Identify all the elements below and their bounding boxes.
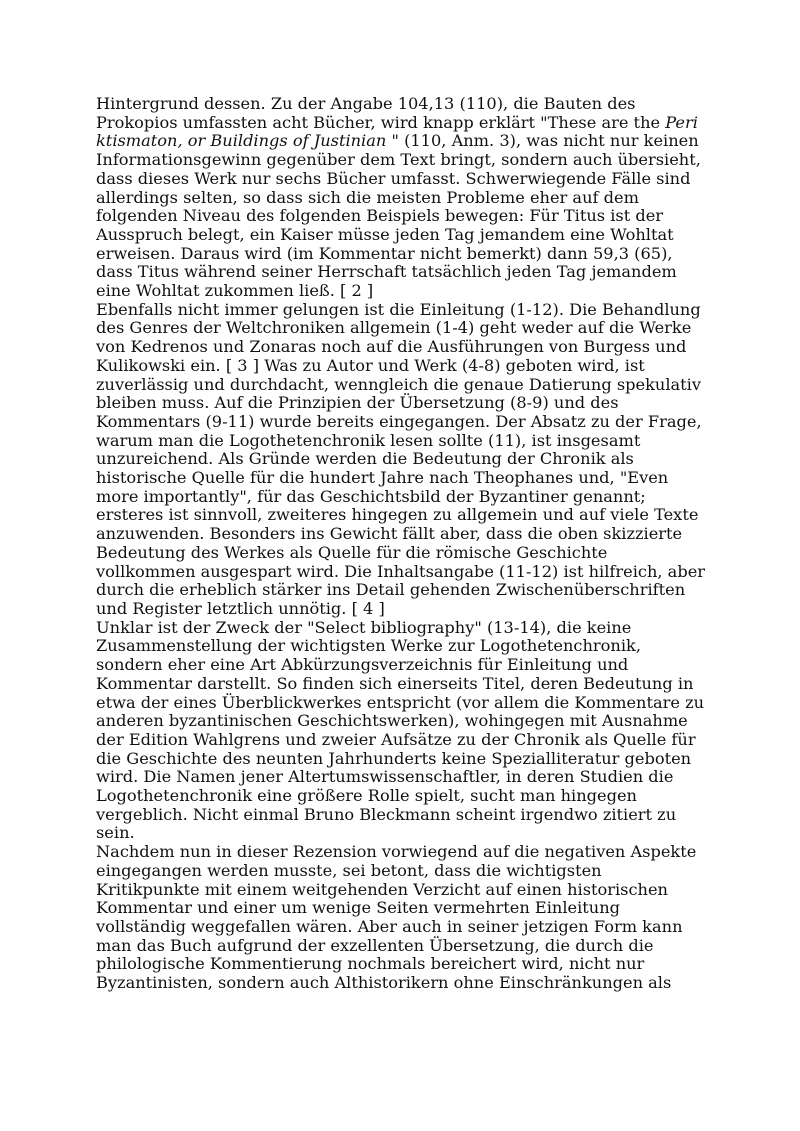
paragraph-4: Nachdem nun in dieser Rezension vorwiegend auf die negativen Aspekte eingegangen werden musste, sei betont, dass die wichtigsten Kritikpunkte mit einem weitgehenden Verzicht auf einen historischen Kommentar und einer um wenige Seiten vermehrten Einleitung vollständig weggefallen wären. Aber auch in seiner jetzigen Form kann man das Buch aufgrund der exzellenten Übersetzung, die durch die philologische Kommentierung nochmals bereichert wird, nicht nur Byzantinisten, sondern auch Althistorikern ohne Einschränkungen als bbox=[96, 842, 697, 993]
paragraph-2: Ebenfalls nicht immer gelungen ist die Einleitung (1-12). Die Behandlung des Genres der Weltchroniken allgemein (1-4) geht weder auf die Werke von Kedrenos und Zonaras noch auf die Ausführungen von Burgess und Kulikowski ein. [ 3 ] Was zu Autor und Werk (4-8) geboten wird, ist zuverlässig und durchdacht, wenngleich die genaue Datierung spekulativ bleiben muss. Auf die Prinzipien der Übersetzung (8-9) und des Kommentars (9-11) wurde bereits eingegangen. Der Absatz zu der Frage, warum man die Logothetenchronik lesen sollte (11), ist insgesamt unzureichend. Als Gründe werden die Bedeutung der Chronik als historische Quelle für die hundert Jahre nach Theophanes und, "Even more importantly", für das Geschichtsbild der Byzantiner genannt; ersteres ist sinnvoll, zweiteres hingegen zu allgemein und auf viele Texte anzuwenden. Besonders ins Gewicht fällt aber, dass die oben skizzierte Bedeutung des Werkes als Quelle für die römische Geschichte vollkommen ausgespart wird. Die Inhaltsangabe (11-12) ist hilfreich, aber durch die erheblich stärker ins Detail gehenden Zwischenüberschriften und Register letztlich unnötig. [ 4 ] bbox=[96, 299, 706, 618]
paragraph-1-book-title: Peri ktismaton, or Buildings of Justinian bbox=[96, 112, 698, 151]
paragraph-3: Unklar ist der Zweck der "Select bibliography" (13-14), die keine Zusammenstellung der wichtigsten Werke zur Logothetenchronik, sondern eher eine Art Abkürzungsverzeichnis für Einleitung und Kommentar darstellt. So finden sich einerseits Titel, deren Bedeutung in etwa der eines Überblickwerkes entspricht (vor allem die Kommentare zu anderen byzantinischen Geschichtswerken), wohingegen mit Ausnahme der Edition Wahlgrens und zweier Aufsätze zu der Chronik als Quelle für die Geschichte des neunten Jahrhunderts keine Spezialliteratur geboten wird. Die Namen jener Altertumswissenschaftler, in deren Studien die Logothetenchronik eine größere Rolle spielt, sucht man hingegen vergeblich. Nicht einmal Bruno Bleckmann scheint irgendwo zitiert zu sein. bbox=[96, 617, 705, 843]
paragraph-1 bbox=[96, 95, 708, 301]
paragraph-1-text-a: Hintergrund dessen. Zu der Angabe 104,13 (110), die Bauten des Prokopios umfassten acht Bücher, wird knapp erklärt "These are the bbox=[96, 94, 666, 132]
paragraph-1-text-b: " (110, Anm. 3), was nicht nur keinen Informationsgewinn gegenüber dem Text bringt, sondern auch übersieht, dass dieses Werk nur sechs Bücher umfasst. Schwerwiegende Fälle sind allerdings selten, so dass sich die meisten Probleme eher auf dem folgenden Niveau des folgenden Beispiels bewegen: Für Titus ist der Ausspruch belegt, ein Kaiser müsse jeden Tag jemandem eine Wohltat erweisen. Daraus wird (im Kommentar nicht bemerkt) dann 59,3 (65), dass Titus während seiner Herrschaft tatsächlich jeden Tag jemandem eine Wohltat zukommen ließ. [ 2 ] bbox=[96, 131, 701, 301]
document-page bbox=[96, 95, 708, 993]
